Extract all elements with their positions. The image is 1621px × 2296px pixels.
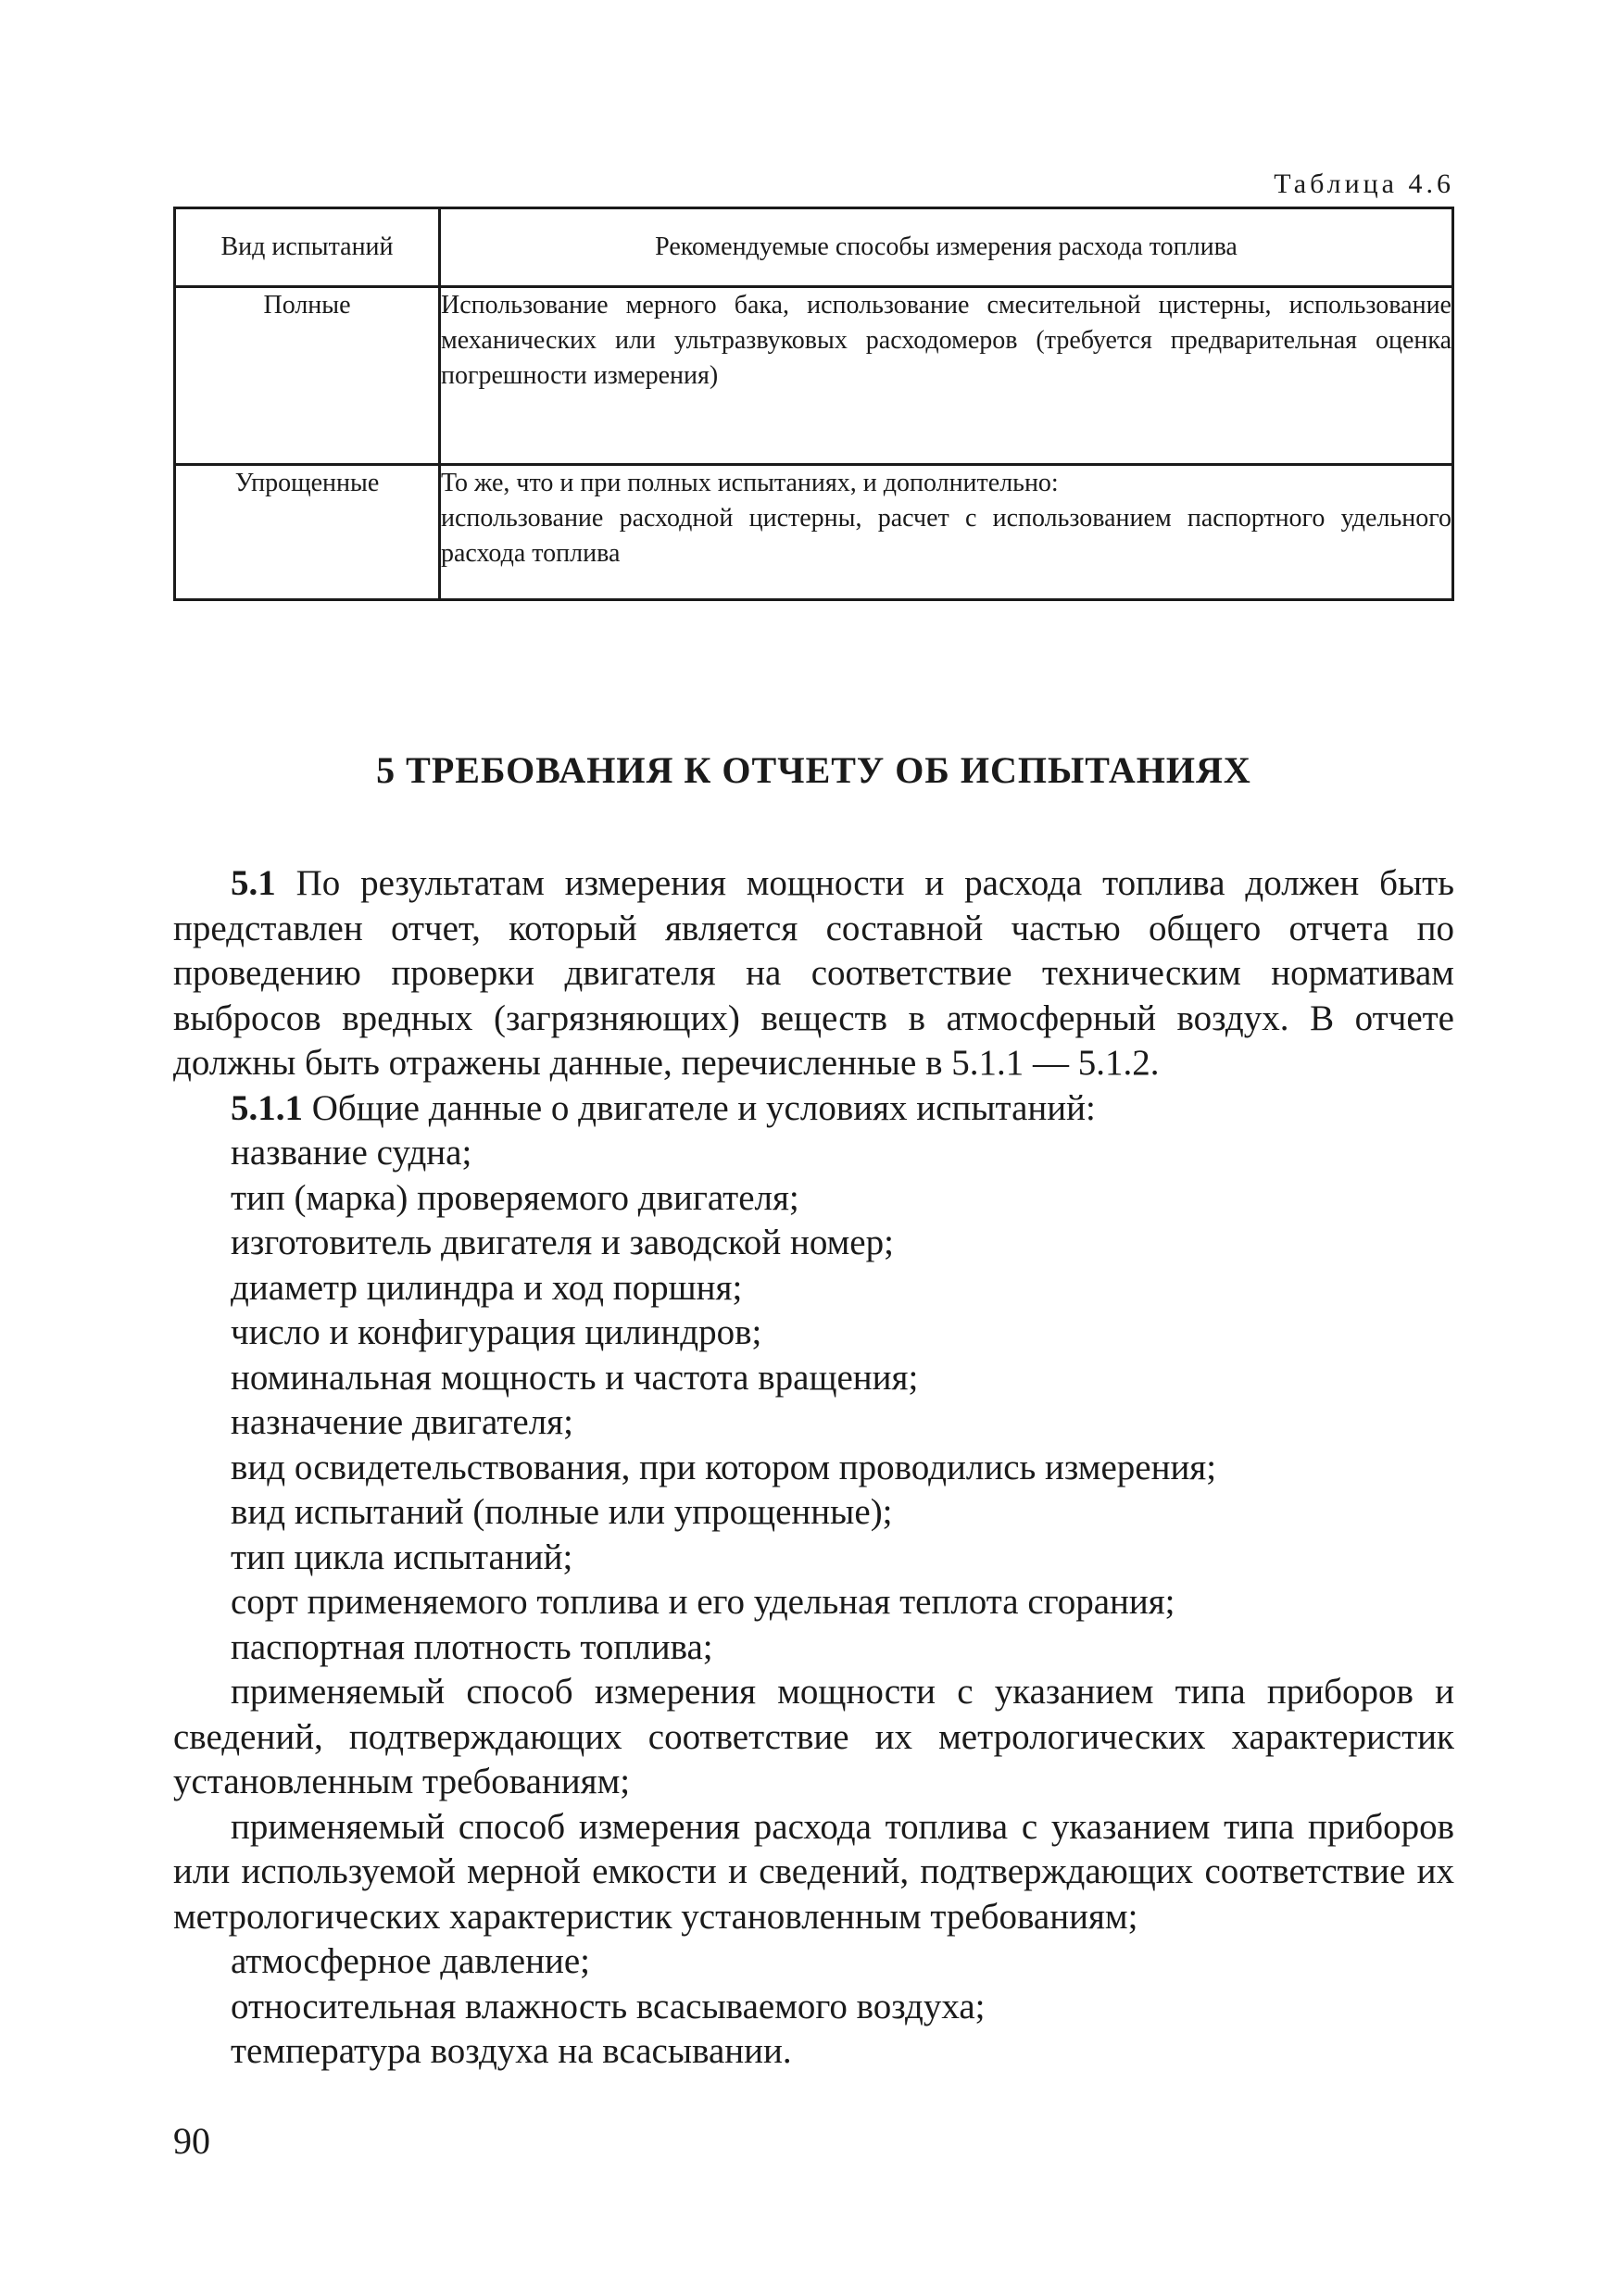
list-item: назначение двигателя; [231, 1402, 573, 1442]
clause-number: 5.1 [231, 863, 276, 903]
list-item: температура воздуха на всасывании. [231, 2031, 792, 2071]
section-heading: 5 ТРЕБОВАНИЯ К ОТЧЕТУ ОБ ИСПЫТАНИЯХ [376, 749, 1251, 791]
column-header-test-type: Вид испытаний [175, 208, 440, 287]
list-item-long: применяемый способ измерения мощности с указанием типа приборов и сведений, подтверждающих соответствие их метрологических характеристик установленным требованиям; [173, 1672, 1454, 1801]
list-item: относительная влажность всасываемого воздуха; [231, 1986, 986, 2026]
list-item: число и конфигурация цилиндров; [231, 1312, 762, 1352]
page-number: 90 [173, 2120, 210, 2162]
method-cell: Использование мерного бака, использование смесительной цистерны, использование механических или ультразвуковых расходомеров (требуется предварительная оценка погрешности измерения) [440, 287, 1453, 465]
table-caption: Таблица 4.6 [1274, 169, 1454, 199]
test-type-cell: Упрощенные [175, 465, 440, 600]
list-item-long: применяемый способ измерения расхода топлива с указанием типа приборов или используемой мерной емкости и сведений, подтверждающих соответствие их метрологических характеристик установленным требованиям; [173, 1806, 1454, 1937]
list-item: паспортная плотность топлива; [231, 1626, 713, 1667]
list-item: диаметр цилиндра и ход поршня; [231, 1267, 743, 1308]
list-item: название судна; [231, 1133, 472, 1173]
paragraph-5-1-1 [173, 1086, 1454, 1132]
paragraph-5-1 [173, 861, 1454, 1086]
method-cell-text: использование расходной цистерны, расчет с использованием паспортного удельного расхода топлива [441, 504, 1451, 568]
clause-number: 5.1.1 [231, 1087, 303, 1128]
section-body [173, 861, 1454, 2075]
table-row [175, 465, 1453, 600]
paragraph-text: Общие данные о двигателе и условиях испытаний: [303, 1087, 1096, 1128]
list-item: тип (марка) проверяемого двигателя; [231, 1177, 799, 1218]
list-item: атмосферное давление; [231, 1941, 590, 1981]
fuel-measurement-table [173, 207, 1454, 601]
test-type-cell: Полные [175, 287, 440, 465]
table-header-row [175, 208, 1453, 287]
list-item: сорт применяемого топлива и его удельная теплота сгорания; [231, 1582, 1175, 1622]
list-item: вид испытаний (полные или упрощенные); [231, 1492, 893, 1532]
column-header-methods: Рекомендуемые способы измерения расхода топлива [440, 208, 1453, 287]
list-item: тип цикла испытаний; [231, 1537, 573, 1577]
method-cell-lead: То же, что и при полных испытаниях, и дополнительно: [441, 469, 1059, 497]
table-row [175, 287, 1453, 465]
list-item: вид освидетельствования, при котором проводились измерения; [231, 1447, 1217, 1487]
list-item: изготовитель двигателя и заводской номер; [231, 1223, 894, 1262]
list-item: номинальная мощность и частота вращения; [231, 1357, 919, 1398]
paragraph-text: По результатам измерения мощности и расхода топлива должен быть представлен отчет, который является составной частью общего отчета по проведению проверки двигателя на соответствие техническим нормативам выбросов вредных (загрязняющих) веществ в атмосферный воздух. В отчете должны быть отражены данные, перечисленные в 5.1.1 — 5.1.2. [173, 863, 1454, 1083]
method-cell [440, 465, 1453, 600]
